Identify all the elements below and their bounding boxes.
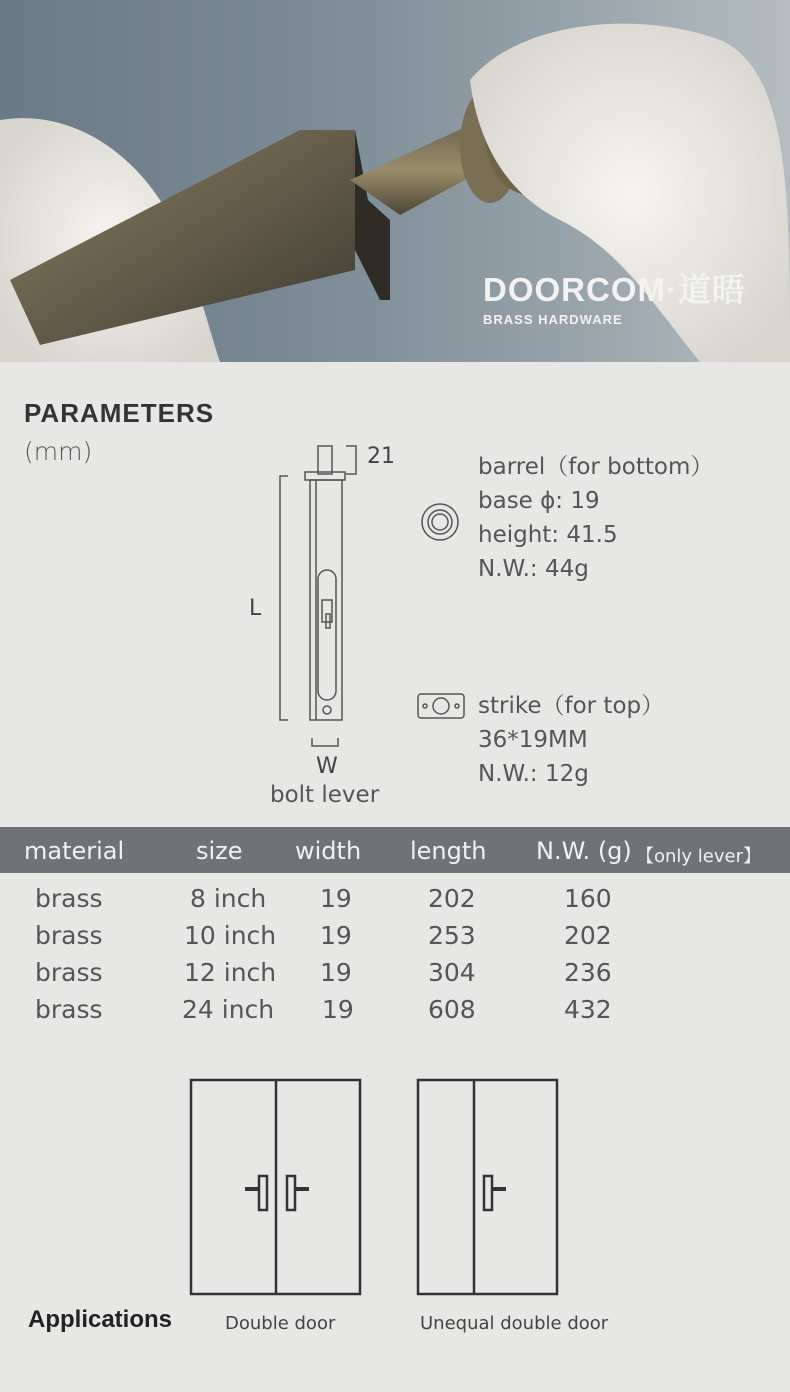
unequal-double-door-caption: Unequal double door: [420, 1313, 609, 1334]
header-material: material: [24, 837, 125, 865]
header-width: width: [295, 837, 362, 865]
header-nw-note: 【only lever】: [636, 846, 761, 867]
unequal-double-door-icon: [418, 1080, 557, 1294]
header-nw: N.W. (g): [536, 837, 632, 865]
cell-material: brass: [35, 958, 103, 987]
dim-width: W: [316, 754, 338, 779]
cell-length: 304: [428, 958, 476, 987]
cell-material: brass: [35, 995, 103, 1024]
strike-weight: N.W.: 12g: [478, 761, 589, 787]
header-size: size: [196, 837, 243, 865]
cell-length: 608: [428, 995, 476, 1024]
barrel-title: barrel（for bottom）: [478, 454, 714, 480]
cell-length: 202: [428, 884, 476, 913]
cell-size: 12 inch: [184, 958, 277, 987]
cell-nw: 236: [564, 958, 612, 987]
cell-width: 19: [320, 958, 352, 987]
brand-tagline: BRASS HARDWARE: [483, 312, 623, 327]
double-door-caption: Double door: [225, 1313, 336, 1334]
cell-length: 253: [428, 921, 476, 950]
barrel-height: height: 41.5: [478, 522, 618, 548]
dim-top: 21: [367, 444, 395, 469]
cell-width: 19: [320, 921, 352, 950]
cell-nw: 202: [564, 921, 612, 950]
bolt-lever-label: bolt lever: [270, 782, 380, 808]
parameters-title: PARAMETERS: [24, 398, 215, 428]
cell-width: 19: [322, 995, 354, 1024]
cell-size: 8 inch: [190, 884, 267, 913]
double-door-icon: [191, 1080, 360, 1294]
brand-name: DOORCOM·道晤: [483, 271, 746, 308]
barrel-base: base ϕ: 19: [478, 488, 600, 514]
strike-size: 36*19MM: [478, 727, 588, 753]
cell-nw: 432: [564, 995, 612, 1024]
barrel-weight: N.W.: 44g: [478, 556, 589, 582]
cell-material: brass: [35, 921, 103, 950]
strike-title: strike（for top）: [478, 693, 665, 719]
header-length: length: [410, 837, 487, 865]
cell-size: 10 inch: [184, 921, 277, 950]
cell-width: 19: [320, 884, 352, 913]
parameters-unit: (mm): [24, 437, 93, 466]
applications-title: Applications: [28, 1306, 173, 1333]
dim-length: L: [249, 596, 262, 621]
cell-size: 24 inch: [182, 995, 275, 1024]
cell-nw: 160: [564, 884, 612, 913]
cell-material: brass: [35, 884, 103, 913]
